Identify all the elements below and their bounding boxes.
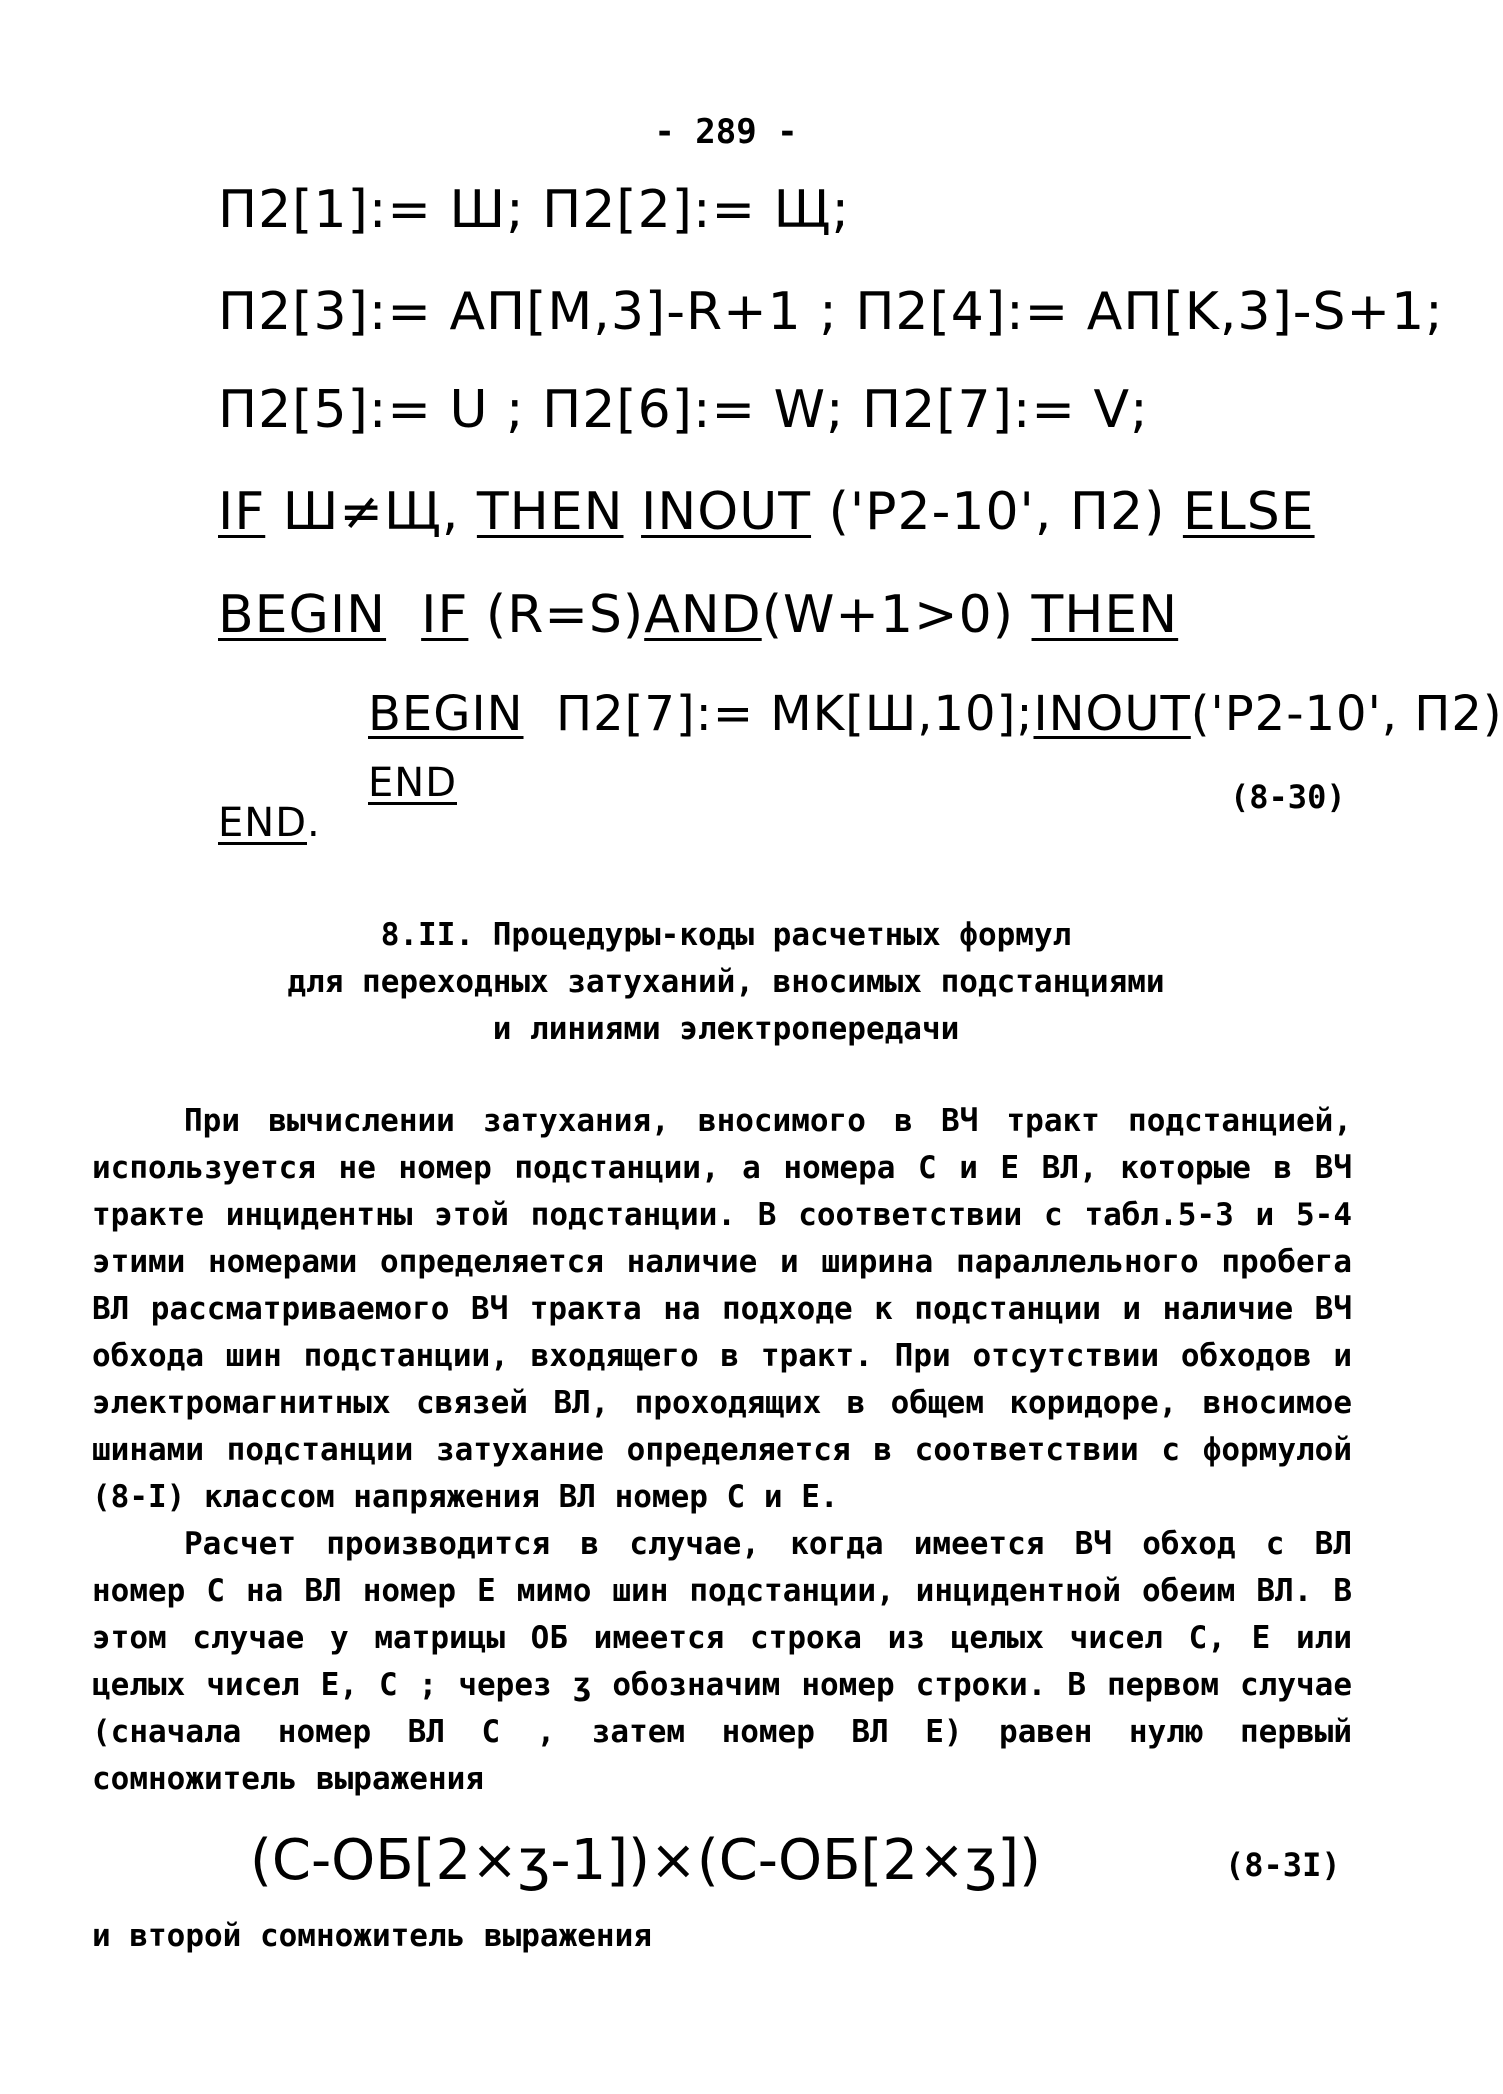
condition-2: (W+1>0) — [761, 585, 1032, 645]
section-title-line-1: 8.II. Процедуры-коды расчетных формул — [380, 917, 1072, 953]
code-line-7 — [368, 760, 457, 806]
body-text — [92, 1098, 1352, 1803]
code-line-8 — [218, 800, 321, 846]
trailing-text: и второй сомножитель выражения — [92, 1918, 652, 1954]
keyword-end: END — [218, 800, 307, 846]
section-title-line-3: и линиями электропередачи — [492, 1011, 960, 1047]
formula-8-31: (C-ОБ[2×ʒ-1])×(C-ОБ[2×ʒ]) — [250, 1828, 1041, 1893]
keyword-and: AND — [644, 585, 762, 645]
code-line-4 — [218, 482, 1315, 542]
end-dot: . — [307, 800, 321, 846]
keyword-inout: INOUT — [641, 482, 812, 542]
code-line-5 — [218, 585, 1178, 645]
section-title — [0, 912, 1452, 1053]
paragraph-1: При вычислении затухания, вносимого в ВЧ тракт подстанцией, используется не номер подстанции, а номера C и E ВЛ, которые в ВЧ тракте инцидентны этой подстанции. В соответствии с табл.5-3 и 5-4 этими номерами определяется наличие и ширина параллельного пробега ВЛ рассматриваемого ВЧ тракта на подходе к подстанции и наличие ВЧ обхода шин подстанции, входящего в тракт. При отсутствии обходов и электромагнитных связей ВЛ, проходящих в общем коридоре, вносимое шинами подстанции затухание определяется в соответствии с формулой (8-I) классом напряжения ВЛ номер C и E. — [92, 1103, 1352, 1515]
code-line-6 — [368, 686, 1503, 742]
code-line-1: П2[1]:= Ш; П2[2]:= Щ; — [218, 180, 850, 240]
keyword-end: END — [368, 760, 457, 806]
keyword-else: ELSE — [1182, 482, 1315, 542]
keyword-if: IF — [218, 482, 266, 542]
inout-args: ('P2-10', П2) — [1190, 686, 1503, 742]
code-line-2: П2[3]:= АП[M,3]-R+1 ; П2[4]:= АП[K,3]-S+1; — [218, 282, 1444, 342]
keyword-then: THEN — [476, 482, 624, 542]
section-title-line-2: для переходных затуханий, вносимых подстанциями — [287, 964, 1165, 1000]
keyword-inout: INOUT — [1033, 686, 1191, 742]
keyword-then: THEN — [1031, 585, 1179, 645]
equation-number-8-31: (8-3I) — [1225, 1846, 1341, 1884]
paragraph-2: Расчет производится в случае, когда имеется ВЧ обход с ВЛ номер C на ВЛ номер E мимо шин подстанции, инцидентной обеим ВЛ. В этом случае у матрицы ОБ имеется строка из целых чисел C, E или целых чисел E, C ; через ʒ обозначим номер строки. В первом случае (сначала номер ВЛ C , затем номер ВЛ E) равен нулю первый сомножитель выражения — [92, 1526, 1352, 1797]
keyword-if: IF — [421, 585, 469, 645]
equation-number-8-30: (8-30) — [1230, 778, 1346, 816]
condition: Ш≠Щ, — [265, 482, 477, 542]
page-number: - 289 - — [654, 112, 798, 152]
code-line-3: П2[5]:= U ; П2[6]:= W; П2[7]:= V; — [218, 380, 1149, 440]
inout-args: ('P2-10', П2) — [811, 482, 1183, 542]
keyword-begin: BEGIN — [218, 585, 387, 645]
statement: П2[7]:= MK[Ш,10]; — [523, 686, 1034, 742]
condition-1: (R=S) — [468, 585, 645, 645]
keyword-begin: BEGIN — [368, 686, 524, 742]
